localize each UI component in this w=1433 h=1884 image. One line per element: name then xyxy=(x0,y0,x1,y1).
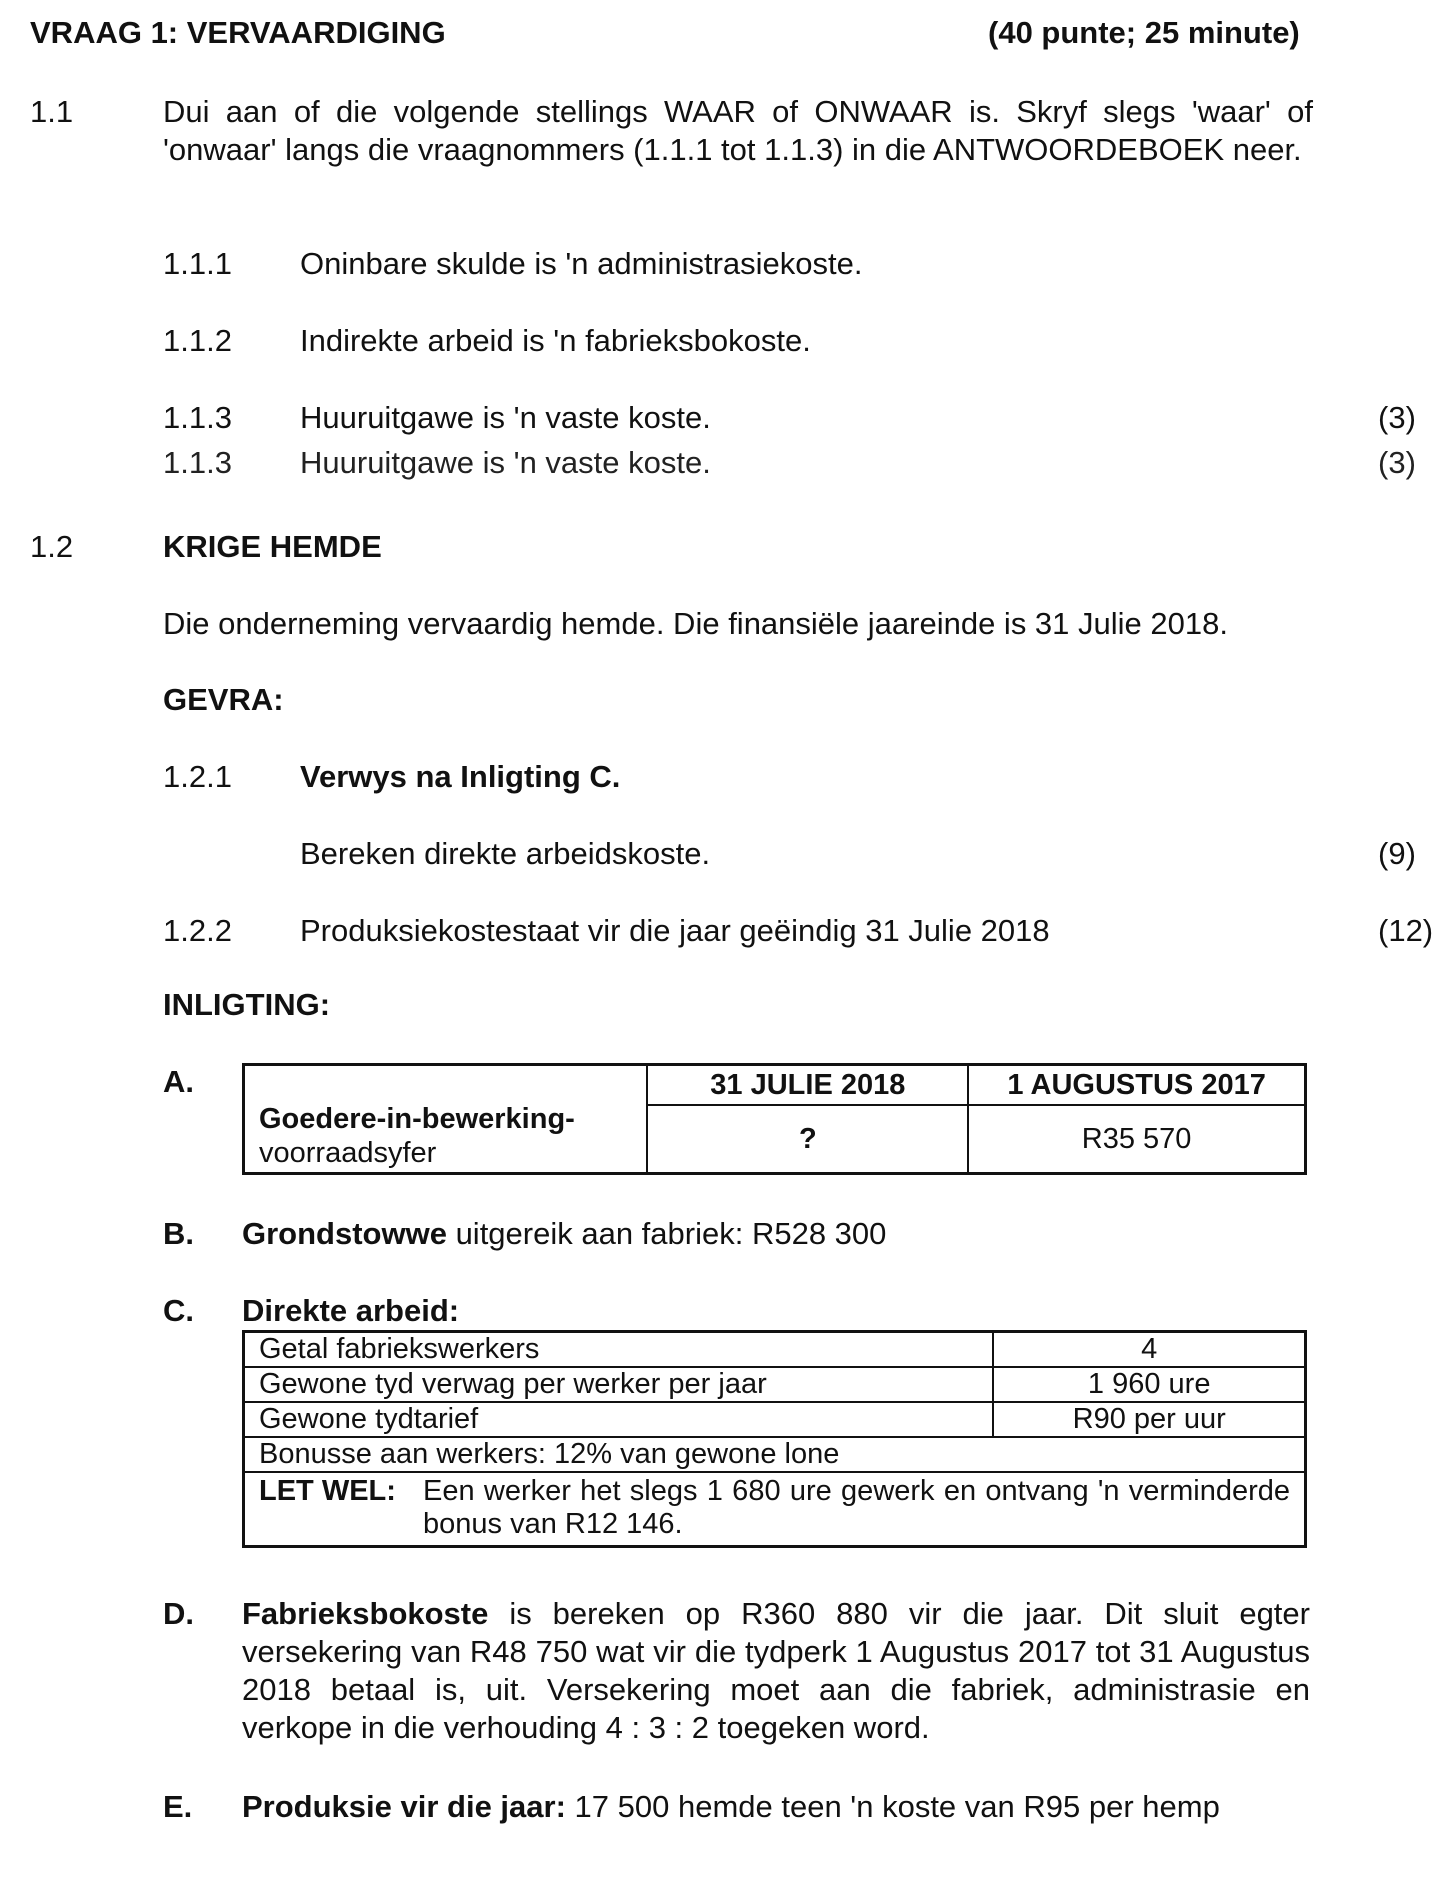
q1-2-1-text: Bereken direkte arbeidskoste. xyxy=(300,836,711,871)
info-a-table xyxy=(242,1063,1307,1175)
question-title: VRAAG 1: VERVAARDIGING xyxy=(30,15,446,50)
info-b-letter: B. xyxy=(163,1216,194,1251)
note-text: Een werker het slegs 1 680 ure gewerk en ontvang 'n verminderde bonus van R12 146. xyxy=(423,1475,1290,1540)
scan-artifact-line: 1.1.3 xyxy=(163,445,232,480)
info-b-text: Grondstowwe uitgereik aan fabriek: R528 300 xyxy=(242,1216,887,1251)
note-row xyxy=(244,1472,1306,1547)
q1-2-intro: Die onderneming vervaardig hemde. Die finansiële jaareinde is 31 Julie 2018. xyxy=(163,606,1228,641)
q1-2-1-heading: Verwys na Inligting C. xyxy=(300,759,621,794)
info-e-text: Produksie vir die jaar: 17 500 hemde teen 'n koste van R95 per hemp xyxy=(242,1789,1220,1824)
col-31-julie-2018: 31 JULIE 2018 xyxy=(647,1065,968,1106)
table-row xyxy=(244,1332,1306,1368)
wip-value-2017: R35 570 xyxy=(968,1105,1305,1173)
info-e-letter: E. xyxy=(163,1789,193,1824)
wip-value-2018: ? xyxy=(647,1105,968,1173)
row-label: Gewone tyd verwag per werker per jaar xyxy=(244,1367,994,1402)
q1-2-number: 1.2 xyxy=(30,529,74,564)
scan-artifact-line: (3) xyxy=(1378,445,1416,480)
q1-2-2-text: Produksiekostestaat vir die jaar geëindig 31 Julie 2018 xyxy=(300,913,1050,948)
table-row xyxy=(244,1472,1306,1547)
wip-label: Goedere-in-bewerking- voorraadsyfer xyxy=(244,1065,648,1174)
q1-1-2-number: 1.1.2 xyxy=(163,323,232,358)
q1-2-1-mark: (9) xyxy=(1378,836,1416,871)
q1-1-3-number: 1.1.3 xyxy=(163,400,232,435)
q1-2-2-mark: (12) xyxy=(1378,913,1433,948)
table-row xyxy=(244,1402,1306,1437)
q1-2-2-number: 1.2.2 xyxy=(163,913,232,948)
col-1-augustus-2017: 1 AUGUSTUS 2017 xyxy=(968,1065,1305,1106)
row-value: 1 960 ure xyxy=(993,1367,1305,1402)
info-d-text: Fabrieksbokoste is bereken op R360 880 vir die jaar. Dit sluit egter versekering van R48 750 wat vir die tydperk 1 Augustus 2017 tot 31 Augustus 2018 betaal is, uit. Versekering moet aan die fabriek, administrasie en verkope in die verhouding 4 : 3 : 2 toegeken word. xyxy=(242,1596,1310,1745)
info-c-heading: Direkte arbeid: xyxy=(242,1293,460,1328)
info-a-letter: A. xyxy=(163,1064,194,1099)
info-c-letter: C. xyxy=(163,1293,194,1328)
q1-1-mark: (3) xyxy=(1378,400,1416,435)
row-label: Gewone tydtarief xyxy=(244,1402,994,1437)
row-value: 4 xyxy=(993,1332,1305,1368)
q1-1-2-text: Indirekte arbeid is 'n fabrieksbokoste. xyxy=(300,323,811,358)
q1-2-title: KRIGE HEMDE xyxy=(163,529,382,564)
q1-1-number: 1.1 xyxy=(30,94,74,129)
q1-1-1-text: Oninbare skulde is 'n administrasiekoste. xyxy=(300,246,863,281)
table-row xyxy=(244,1437,1306,1472)
table-row xyxy=(244,1367,1306,1402)
q1-1-3-text: Huuruitgawe is 'n vaste koste. xyxy=(300,400,711,435)
info-heading: INLIGTING: xyxy=(163,987,331,1022)
row-value: R90 per uur xyxy=(993,1402,1305,1437)
required-heading: GEVRA: xyxy=(163,682,284,717)
question-marks: (40 punte; 25 minute) xyxy=(988,15,1300,50)
bonus-row: Bonusse aan werkers: 12% van gewone lone xyxy=(244,1437,1306,1472)
scan-artifact-line: Huuruitgawe is 'n vaste koste. xyxy=(300,445,711,480)
info-d-letter: D. xyxy=(163,1596,194,1631)
q1-2-1-number: 1.2.1 xyxy=(163,759,232,794)
row-label: Getal fabriekswerkers xyxy=(244,1332,994,1368)
note-label: LET WEL: xyxy=(259,1475,396,1507)
q1-1-1-number: 1.1.1 xyxy=(163,246,232,281)
q1-1-instruction: Dui aan of die volgende stellings WAAR of ONWAAR is. Skryf slegs 'waar' of 'onwaar' langs die vraagnommers (1.1.1 tot 1.1.3) in die ANTWOORDEBOEK neer. xyxy=(163,94,1313,167)
direct-labour-table xyxy=(242,1330,1307,1548)
